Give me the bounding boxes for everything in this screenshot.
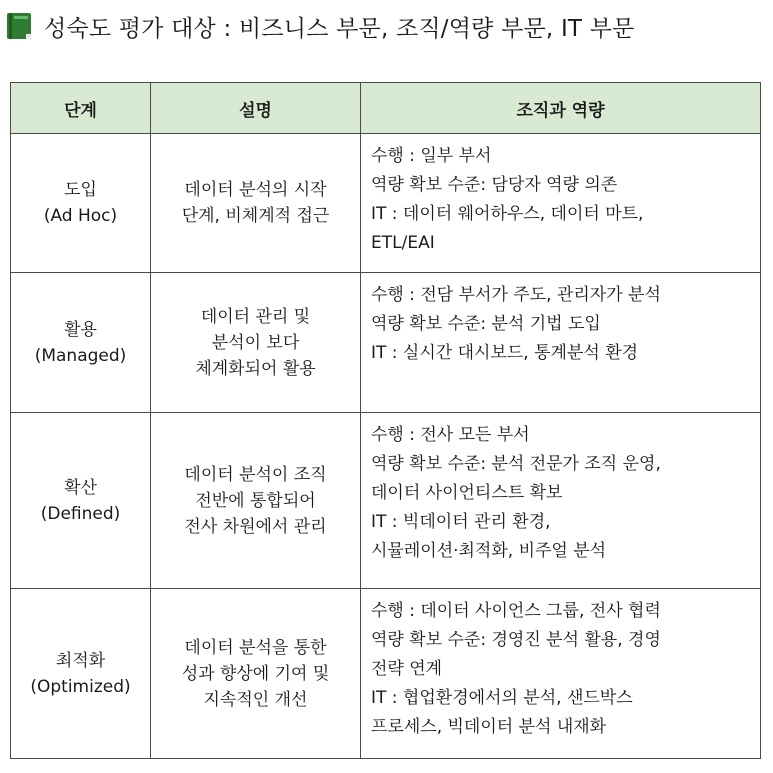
it-line: 프로세스, 빅데이터 분석 내재화 — [371, 717, 607, 737]
it-line: IT : 협업환경에서의 분석, 샌드박스 — [371, 688, 633, 708]
table-header-row — [11, 83, 761, 134]
capability-line: 역량 확보 수준: 분석 전문가 조직 운영, — [371, 454, 661, 474]
description-cell — [151, 589, 361, 759]
stage-cell — [11, 273, 151, 413]
capability-line: 전략 연계 — [371, 659, 443, 679]
stage-name: 도입 — [64, 180, 97, 200]
stage-cell — [11, 413, 151, 589]
description-line: 데이터 분석의 시작 — [184, 180, 327, 200]
perform-line: 수행 : 전사 모든 부서 — [371, 425, 530, 445]
description-cell — [151, 273, 361, 413]
stage-name-en: (Managed) — [34, 345, 127, 366]
description-line: 전사 차원에서 관리 — [184, 516, 327, 537]
description-cell — [151, 413, 361, 589]
header-description: 설명 — [151, 83, 361, 134]
stage-name-en: (Ad Hoc) — [43, 206, 118, 226]
description-line: 전반에 통합되어 — [195, 490, 316, 511]
stage-cell — [11, 134, 151, 273]
org-capability-cell — [361, 273, 761, 413]
stage-cell — [11, 589, 151, 759]
description-cell — [151, 134, 361, 273]
description-line: 데이터 관리 및 — [200, 306, 311, 327]
perform-line: 수행 : 전담 부서가 주도, 관리자가 분석 — [371, 285, 661, 305]
table-row — [11, 273, 761, 413]
capability-line: 역량 확보 수준: 분석 기법 도입 — [371, 314, 601, 334]
stage-name: 최적화 — [55, 650, 106, 671]
table-row — [11, 589, 761, 759]
capability-line: 역량 확보 수준: 경영진 분석 활용, 경영 — [371, 630, 661, 650]
it-line: 시뮬레이션·최적화, 비주얼 분석 — [371, 541, 607, 561]
maturity-table — [10, 82, 761, 759]
description-line: 성과 향상에 기여 및 — [181, 663, 330, 684]
it-line: ETL/EAI — [371, 233, 435, 253]
capability-line: 역량 확보 수준: 담당자 역량 의존 — [371, 175, 618, 195]
description-line: 데이터 분석을 통한 — [184, 637, 327, 658]
table-row — [11, 134, 761, 273]
org-capability-cell — [361, 589, 761, 759]
description-line: 지속적인 개선 — [203, 689, 308, 710]
perform-line: 수행 : 데이터 사이언스 그룹, 전사 협력 — [371, 601, 661, 621]
header-org-capability: 조직과 역량 — [361, 83, 761, 134]
page-title-text: 성숙도 평가 대상 : 비즈니스 부문, 조직/역량 부문, IT 부문 — [44, 15, 635, 42]
description-line: 분석이 보다 — [211, 332, 300, 353]
it-line: IT : 데이터 웨어하우스, 데이터 마트, — [371, 204, 644, 224]
it-line: IT : 빅데이터 관리 환경, — [371, 512, 551, 532]
green-book-icon — [6, 12, 32, 40]
org-capability-cell — [361, 134, 761, 273]
page-title — [6, 10, 635, 42]
description-line: 단계, 비체계적 접근 — [181, 206, 330, 226]
stage-name-en: (Defined) — [40, 503, 121, 524]
perform-line: 수행 : 일부 부서 — [371, 146, 492, 166]
description-line: 데이터 분석이 조직 — [184, 464, 327, 485]
stage-name-en: (Optimized) — [30, 676, 131, 697]
header-stage: 단계 — [11, 83, 151, 134]
description-line: 체계화되어 활용 — [195, 358, 316, 379]
stage-name: 활용 — [64, 319, 97, 340]
it-line: IT : 실시간 대시보드, 통계분석 환경 — [371, 343, 639, 363]
capability-line: 데이터 사이언티스트 확보 — [371, 483, 563, 503]
table-row — [11, 413, 761, 589]
stage-name: 확산 — [64, 477, 97, 498]
org-capability-cell — [361, 413, 761, 589]
